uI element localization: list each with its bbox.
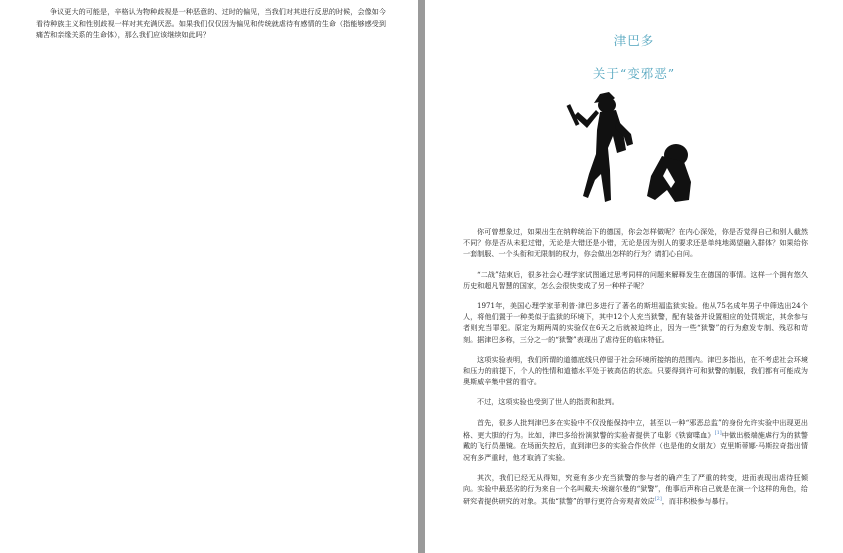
paragraph [463,472,808,507]
paragraph [463,417,808,463]
paragraph: 你可曾想象过，如果出生在纳粹统治下的德国，你会怎样做呢？在内心深处，你是否觉得自己和别人截然不同？你是否从未犯过错，无论是大错还是小错，无论是因为别人的要求还是单纯地渴望融入群体？如果给你一套制服、一个头衔和无限制的权力，你会做出怎样的行为？请扪心自问。 [463,227,808,259]
paragraph: 1971年，美国心理学家菲利普·津巴多进行了著名的斯坦福监狱实验。他从75名成年男子中筛选出24个人，将他们置于一种类似于监狱的环境下，其中12个人充当狱警，配有装备并设置相应的处罚规定，其余参与者则充当罪犯。原定为期两周的实验仅在6天之后就被迫终止，因为一些“狱警”的行为愈发专制、残忍和苛刻。据津巴多称，三分之一的“狱警”表现出了虐待狂的临床特征。 [463,301,808,344]
paragraph-text: 中做出极端施虐行为的狱警戴的飞行员墨镜。在场面失控后，直到津巴多的实验合作伙伴（也是他的女朋友）克里斯蒂娜·马斯拉奇指出情况有多严重时，他才取消了实验。 [463,430,809,462]
left-page [0,0,418,553]
chapter-title: 关于“变邪恶” [592,66,676,81]
footnote-link[interactable]: [1] [714,429,722,436]
guard-arm-raised [574,110,599,128]
guard-and-prisoner-illustration [563,90,713,218]
page-gutter [418,0,425,553]
body-text [463,226,808,516]
author-name: 津巴多 [613,33,655,48]
paragraph-text: 其次，我们已经无从得知，究竟有多少充当狱警的参与者的确产生了严重的转变，进而表现出虐待狂倾向。实验中最恶劣的行为来自一个名叫戴夫·埃谢尔曼的“狱警”，他事后声称自己就是在演一个这样的角色，给研究者提供研究的对象。其他“狱警”的罪行更符合旁观者效应 [463,472,808,506]
paragraph: “二战”结束后，很多社会心理学家试图通过思考同样的问题来解释发生在德国的事情。这样一个拥有悠久历史和超凡智慧的国家，怎么会很快变成了另一种样子呢？ [463,269,808,290]
paragraph-text: ，而非积极参与暴行。 [661,496,733,506]
right-page [425,0,843,553]
left-page-paragraph: 争议更大的可能是，辛格认为物种歧视是一种恶意的、过时的偏见，当我们对其进行反思的时候，会像如今看待种族主义和性别歧视一样对其充满厌恶。如果我们仅仅因为偏见和传统就虐待有感情的生命（指能够感受到痛苦和亲缘关系的生命体），那么我们应该继续如此吗？ [36,7,386,40]
footnote-link[interactable]: [2] [654,496,662,503]
paragraph: 这项实验表明，我们所谓的道德底线只停留于社会环境所接纳的范围内。津巴多指出，在不考虑社会环境和压力的前提下，个人的性情和道德水平处于被高估的状态。只要得到许可和狱警的制服，我们都有可能成为奥斯威辛集中营的看守。 [463,354,808,387]
paragraph-text: 首先，很多人批判津巴多在实验中不仅没能保持中立，甚至以一种“邪恶总监”的身份允许实验中出现更出格、更大胆的行为。比如，津巴多给扮演狱警的实验者提供了电影《铁窗喋血》 [463,417,808,440]
paragraph: 不过，这项实验也受到了世人的指责和批判。 [477,397,619,407]
